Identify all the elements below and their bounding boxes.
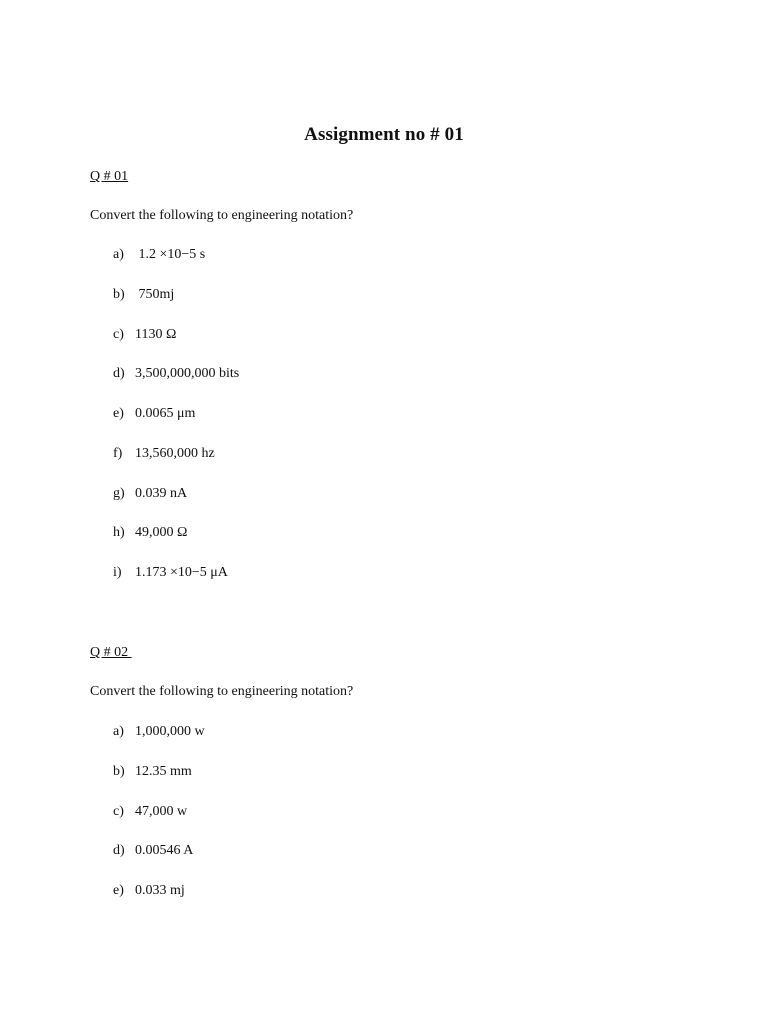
question-1-item-e <box>113 406 195 422</box>
item-text: 1,000,000 w <box>135 724 205 739</box>
page-title: Assignment no # 01 <box>304 124 464 145</box>
item-text: 0.00546 A <box>135 843 194 858</box>
item-text: 12.35 mm <box>135 764 192 779</box>
item-marker: e) <box>113 406 124 421</box>
item-marker: d) <box>113 843 125 858</box>
item-marker: g) <box>113 486 125 501</box>
question-2-item-b <box>113 764 192 780</box>
item-marker: d) <box>113 366 125 381</box>
item-text: 1.173 ×10−5 μA <box>135 565 228 580</box>
item-marker: b) <box>113 287 125 302</box>
question-1-heading: Q # 01 <box>90 169 129 184</box>
question-1-item-c <box>113 327 176 343</box>
item-marker: b) <box>113 764 125 779</box>
question-1-item-g <box>113 486 187 502</box>
item-text: 49,000 Ω <box>135 525 188 540</box>
item-marker: h) <box>113 525 125 540</box>
question-1-item-b <box>113 287 174 303</box>
item-marker: f) <box>113 446 123 461</box>
item-text: 1.2 ×10−5 s <box>135 247 206 262</box>
question-1-prompt: Convert the following to engineering notation? <box>90 208 354 223</box>
question-1-item-f <box>113 446 215 462</box>
question-2-item-a <box>113 724 205 740</box>
item-text: 0.033 mj <box>135 883 185 898</box>
item-text: 1130 Ω <box>135 327 177 342</box>
item-text: 750mj <box>135 287 175 302</box>
question-2-item-c <box>113 804 187 820</box>
question-1-item-i <box>113 565 228 581</box>
item-marker: a) <box>113 247 124 262</box>
item-marker: e) <box>113 883 124 898</box>
item-text: 3,500,000,000 bits <box>135 366 240 381</box>
question-2-item-e <box>113 883 185 899</box>
item-marker: a) <box>113 724 124 739</box>
question-2-heading: Q # 02 <box>90 645 132 660</box>
question-2-prompt: Convert the following to engineering notation? <box>90 684 354 699</box>
question-1-item-h <box>113 525 187 541</box>
item-marker: i) <box>113 565 122 580</box>
item-text: 13,560,000 hz <box>135 446 215 461</box>
question-2-item-d <box>113 843 193 859</box>
question-1-item-d <box>113 366 239 382</box>
item-marker: c) <box>113 804 124 819</box>
item-text: 47,000 w <box>135 804 188 819</box>
item-marker: c) <box>113 327 124 342</box>
item-text: 0.039 nA <box>135 486 188 501</box>
item-text: 0.0065 μm <box>135 406 196 421</box>
question-1-item-a <box>113 247 205 263</box>
